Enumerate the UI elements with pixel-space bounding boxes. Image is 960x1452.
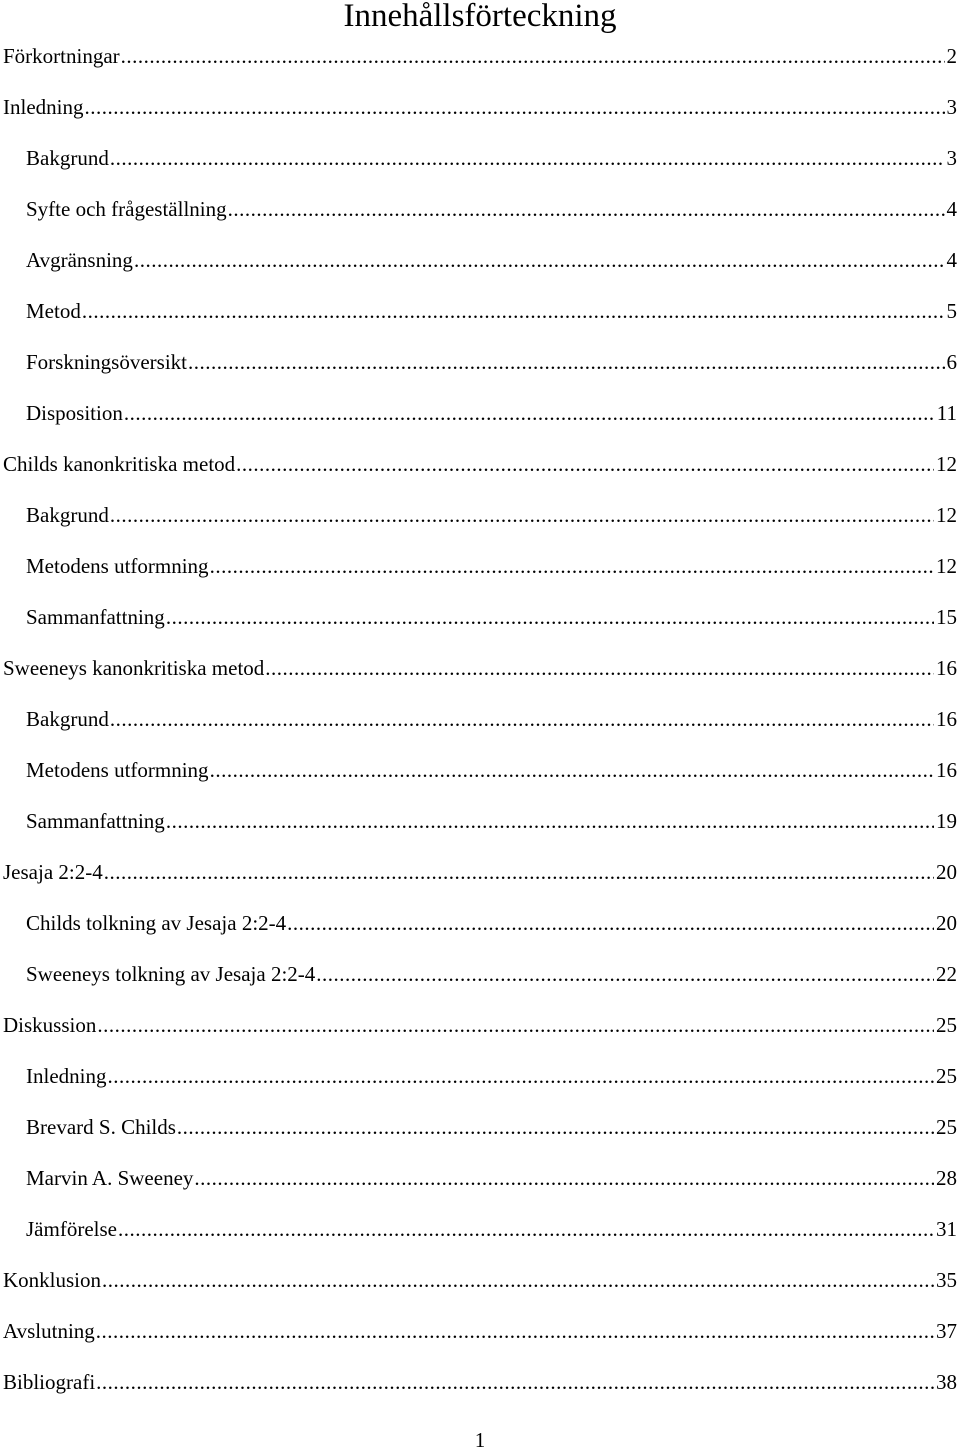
toc-entry-page: 4 xyxy=(947,245,960,275)
toc-entry-label: Metodens utformning xyxy=(26,755,209,785)
toc-entry-page: 16 xyxy=(936,653,960,683)
toc-entry[interactable] xyxy=(0,194,960,224)
toc-entry[interactable] xyxy=(0,92,960,122)
toc-entry[interactable] xyxy=(0,857,960,887)
toc-entry-label: Avgränsning xyxy=(26,245,133,275)
toc-entry-label: Bakgrund xyxy=(26,500,109,530)
toc-entry-label: Jämförelse xyxy=(26,1214,117,1244)
toc-entry-page: 15 xyxy=(936,602,960,632)
toc-dot-leader xyxy=(96,1316,934,1346)
toc-dot-leader xyxy=(104,857,934,887)
toc-entry-page: 20 xyxy=(936,908,960,938)
toc-entry-page: 4 xyxy=(947,194,960,224)
toc-entry-label: Sweeneys kanonkritiska metod xyxy=(3,653,264,683)
toc-dot-leader xyxy=(124,398,935,428)
toc-entry[interactable] xyxy=(0,1010,960,1040)
toc-entry-page: 20 xyxy=(936,857,960,887)
toc-entry-page: 25 xyxy=(936,1010,960,1040)
toc-entry-page: 16 xyxy=(936,755,960,785)
toc-entry[interactable] xyxy=(0,41,960,71)
toc-entry-label: Inledning xyxy=(26,1061,106,1091)
toc-entry[interactable] xyxy=(0,755,960,785)
toc-dot-leader xyxy=(110,704,934,734)
toc-dot-leader xyxy=(177,1112,934,1142)
toc-entry-label: Forskningsöversikt xyxy=(26,347,187,377)
toc-dot-leader xyxy=(166,602,934,632)
toc-entry-page: 35 xyxy=(936,1265,960,1295)
toc-entry-label: Marvin A. Sweeney xyxy=(26,1163,193,1193)
toc-entry-page: 11 xyxy=(937,398,960,428)
toc-entry-page: 12 xyxy=(936,500,960,530)
toc-entry-label: Konklusion xyxy=(3,1265,101,1295)
toc-entry-label: Childs kanonkritiska metod xyxy=(3,449,235,479)
toc-dot-leader xyxy=(96,1367,934,1397)
toc-entry[interactable] xyxy=(0,143,960,173)
toc-entry[interactable] xyxy=(0,296,960,326)
toc-entry-page: 16 xyxy=(936,704,960,734)
toc-dot-leader xyxy=(110,143,945,173)
toc-dot-leader xyxy=(287,908,934,938)
toc-entry-label: Syfte och frågeställning xyxy=(26,194,227,224)
toc-entry[interactable] xyxy=(0,653,960,683)
toc-entry-label: Sammanfattning xyxy=(26,806,165,836)
toc-entry-label: Bakgrund xyxy=(26,704,109,734)
toc-entry-label: Avslutning xyxy=(3,1316,95,1346)
toc-entry[interactable] xyxy=(0,1265,960,1295)
toc-entry[interactable] xyxy=(0,1367,960,1397)
toc-entry-label: Sweeneys tolkning av Jesaja 2:2-4 xyxy=(26,959,315,989)
toc-dot-leader xyxy=(102,1265,934,1295)
toc-dot-leader xyxy=(236,449,934,479)
toc-entry[interactable] xyxy=(0,1214,960,1244)
toc-entry[interactable] xyxy=(0,347,960,377)
toc-entry-page: 3 xyxy=(947,143,960,173)
toc-entry-page: 25 xyxy=(936,1112,960,1142)
toc-entry-page: 38 xyxy=(936,1367,960,1397)
toc-entry[interactable] xyxy=(0,1112,960,1142)
toc-entry-label: Inledning xyxy=(3,92,83,122)
toc-entry-label: Bibliografi xyxy=(3,1367,95,1397)
toc-entry-page: 22 xyxy=(936,959,960,989)
toc-entry[interactable] xyxy=(0,500,960,530)
toc-entry-label: Bakgrund xyxy=(26,143,109,173)
page-number: 1 xyxy=(0,1428,960,1452)
toc-entry[interactable] xyxy=(0,908,960,938)
toc-dot-leader xyxy=(210,551,934,581)
toc-entry-label: Metodens utformning xyxy=(26,551,209,581)
toc-entry-label: Disposition xyxy=(26,398,123,428)
toc-entry[interactable] xyxy=(0,1163,960,1193)
page-title: Innehållsförteckning xyxy=(0,0,960,33)
toc-entry-page: 37 xyxy=(936,1316,960,1346)
toc-dot-leader xyxy=(84,92,944,122)
toc-entry-page: 12 xyxy=(936,449,960,479)
toc-entry[interactable] xyxy=(0,806,960,836)
toc-entry[interactable] xyxy=(0,602,960,632)
toc-dot-leader xyxy=(97,1010,934,1040)
toc-entry[interactable] xyxy=(0,551,960,581)
toc-entry-label: Metod xyxy=(26,296,81,326)
toc-dot-leader xyxy=(107,1061,934,1091)
toc-dot-leader xyxy=(194,1163,934,1193)
toc-entry[interactable] xyxy=(0,1316,960,1346)
toc-dot-leader xyxy=(166,806,934,836)
toc-dot-leader xyxy=(121,41,945,71)
toc-dot-leader xyxy=(134,245,945,275)
toc-dot-leader xyxy=(110,500,934,530)
toc-dot-leader xyxy=(228,194,945,224)
toc-entry[interactable] xyxy=(0,398,960,428)
toc-dot-leader xyxy=(210,755,934,785)
toc-entry-label: Jesaja 2:2-4 xyxy=(3,857,103,887)
toc-entry-page: 25 xyxy=(936,1061,960,1091)
toc-entry-page: 28 xyxy=(936,1163,960,1193)
toc-entry-label: Sammanfattning xyxy=(26,602,165,632)
toc-entry-label: Childs tolkning av Jesaja 2:2-4 xyxy=(26,908,286,938)
toc-entry[interactable] xyxy=(0,449,960,479)
toc-entry-page: 2 xyxy=(947,41,960,71)
toc-entry-page: 6 xyxy=(947,347,960,377)
toc-entry-page: 12 xyxy=(936,551,960,581)
toc-dot-leader xyxy=(118,1214,934,1244)
toc-entry-page: 3 xyxy=(947,92,960,122)
toc-entry-label: Diskussion xyxy=(3,1010,96,1040)
toc-entry-page: 5 xyxy=(947,296,960,326)
toc-entry[interactable] xyxy=(0,959,960,989)
toc-entry-label: Förkortningar xyxy=(3,41,120,71)
toc-entry-label: Brevard S. Childs xyxy=(26,1112,176,1142)
toc-entry[interactable] xyxy=(0,704,960,734)
toc-dot-leader xyxy=(82,296,945,326)
toc-dot-leader xyxy=(316,959,934,989)
toc-entry-page: 31 xyxy=(936,1214,960,1244)
toc-entry[interactable] xyxy=(0,245,960,275)
toc-entry[interactable] xyxy=(0,1061,960,1091)
toc-dot-leader xyxy=(265,653,934,683)
toc-dot-leader xyxy=(188,347,944,377)
toc-entry-page: 19 xyxy=(936,806,960,836)
